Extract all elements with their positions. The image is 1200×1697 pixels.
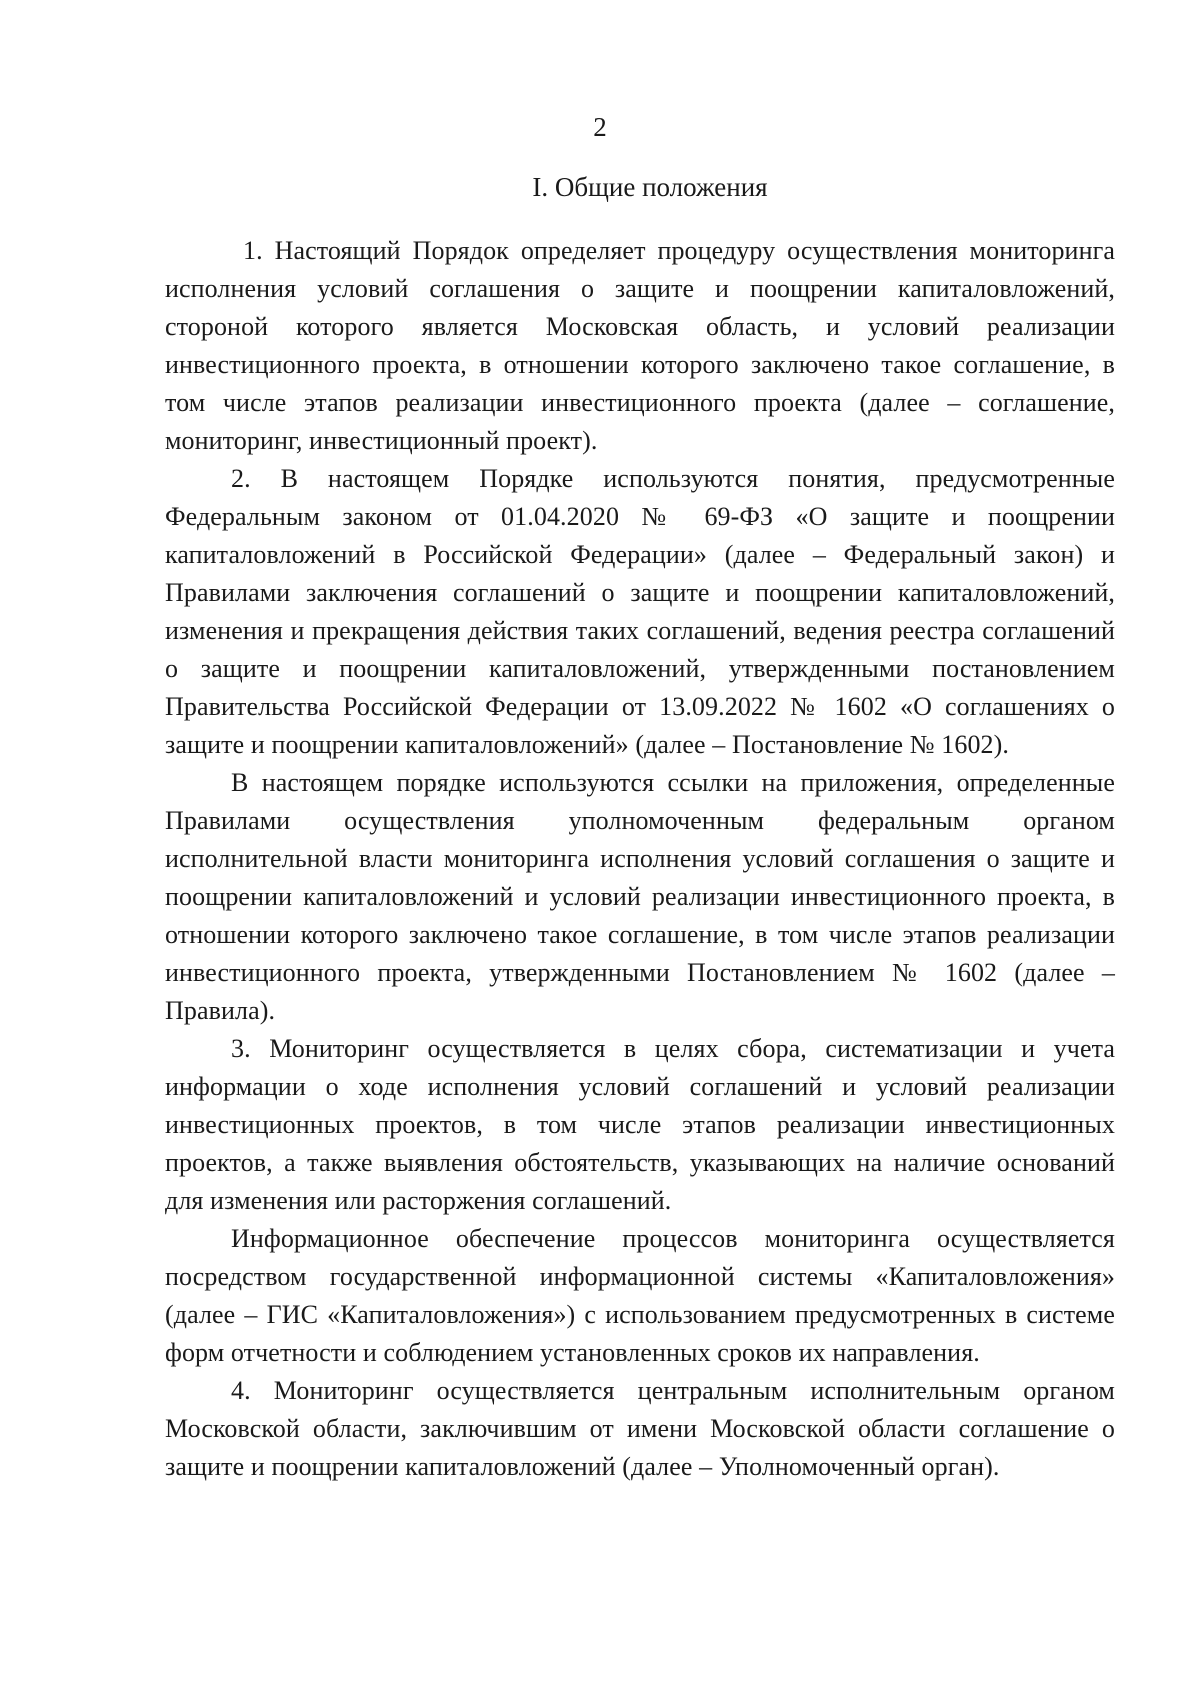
paragraph-2: 2. В настоящем Порядке используются понятия, предусмотренные Федеральным законом от 01.04.2020 № 69-ФЗ «О защите и поощрении капиталовложений в Российской Федерации» (далее – Федеральный закон) и Правилами заключения соглашений о защите и поощрении капиталовложений, изменения и прекращения действия таких соглашений, ведения реестра соглашений о защите и поощрении капиталовложений, утвержденными постановлением Правительства Российской Федерации от 13.09.2022 № 1602 «О соглашениях о защите и поощрении капиталовложений» (далее – Постановление № 1602). [165,464,1115,759]
paragraph-1: 1. Настоящий Порядок определяет процедуру осуществления мониторинга исполнения условий соглашения о защите и поощрении капиталовложений, стороной которого является Московская область, и условий реализации инвестиционного проекта, в отношении которого заключено такое соглашение, в том числе этапов реализации инвестиционного проекта (далее – соглашение, мониторинг, инвестиционный проект). [165,236,1115,455]
section-title: I. Общие положения [532,172,768,202]
paragraph-3: 3. Мониторинг осуществляется в целях сбора, систематизации и учета информации о ходе исполнения условий соглашений и условий реализации инвестиционных проектов, в том числе этапов реализации инвестиционных проектов, а также выявления обстоятельств, указывающих на наличие оснований для изменения или расторжения соглашений. [165,1034,1115,1215]
page-number: 2 [593,112,607,142]
paragraph-4: 4. Мониторинг осуществляется центральным исполнительным органом Московской области, заключившим от имени Московской области соглашение о защите и поощрении капиталовложений (далее – Уполномоченный орган). [165,1376,1115,1481]
document-body [165,232,1115,1486]
paragraph-2-continued: В настоящем порядке используются ссылки на приложения, определенные Правилами осуществления уполномоченным федеральным органом исполнительной власти мониторинга исполнения условий соглашения о защите и поощрении капиталовложений и условий реализации инвестиционного проекта, в отношении которого заключено такое соглашение, в том числе этапов реализации инвестиционного проекта, утвержденными Постановлением № 1602 (далее – Правила). [165,768,1115,1025]
paragraph-3-continued: Информационное обеспечение процессов мониторинга осуществляется посредством государственной информационной системы «Капиталовложения» (далее – ГИС «Капиталовложения») с использованием предусмотренных в системе форм отчетности и соблюдением установленных сроков их направления. [165,1224,1115,1367]
